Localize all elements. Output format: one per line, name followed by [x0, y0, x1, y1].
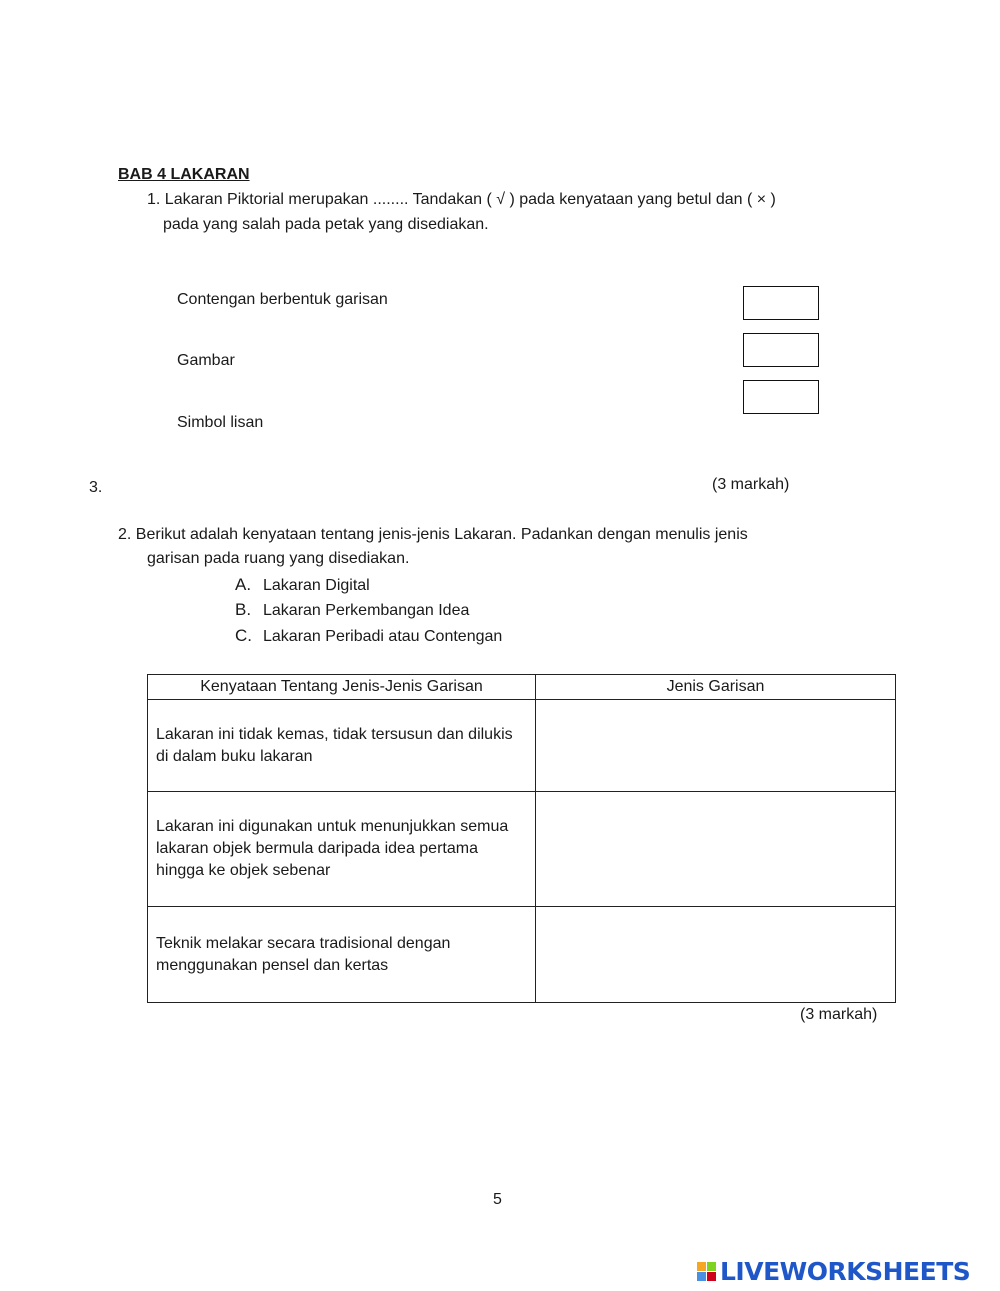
option-text: Lakaran Perkembangan Idea	[263, 602, 470, 619]
option-letter: A.	[235, 575, 252, 594]
q1-item-3-label: Simbol lisan	[177, 414, 264, 431]
q2-table	[147, 674, 896, 1003]
statement-cell	[148, 907, 536, 1003]
logo-block	[707, 1272, 716, 1281]
logo-block	[697, 1272, 706, 1281]
table-row	[148, 907, 896, 1003]
table-row	[148, 700, 896, 792]
table-header-answer: Jenis Garisan	[536, 675, 896, 700]
q1-marks: (3 markah)	[712, 476, 790, 493]
option-text: Lakaran Digital	[263, 577, 370, 594]
table-header-row	[148, 675, 896, 700]
statement-cell	[148, 792, 536, 907]
statement-line: di dalam buku lakaran	[156, 747, 313, 765]
answer-cell-2[interactable]	[536, 792, 896, 907]
q2-marks: (3 markah)	[800, 1006, 878, 1023]
section-heading: BAB 4 LAKARAN	[118, 166, 250, 183]
logo-block	[697, 1262, 706, 1271]
option-letter: C.	[235, 626, 252, 645]
q2-option-c	[235, 626, 502, 647]
q1-item-1-label: Contengan berbentuk garisan	[177, 291, 388, 308]
statement-line: Teknik melakar secara tradisional dengan	[156, 934, 451, 952]
table-row	[148, 792, 896, 907]
q1-answer-box-3[interactable]	[743, 380, 819, 414]
statement-cell	[148, 700, 536, 792]
table-header-statement: Kenyataan Tentang Jenis-Jenis Garisan	[148, 675, 536, 700]
q2-option-b	[235, 600, 469, 621]
q2-option-a	[235, 575, 370, 596]
statement-line: Lakaran ini tidak kemas, tidak tersusun dan dilukis	[156, 725, 513, 743]
statement-line: menggunakan pensel dan kertas	[156, 956, 389, 974]
statement-line: lakaran objek bermula daripada idea pertama	[156, 840, 478, 857]
q2-instruction-line1: 2. Berikut adalah kenyataan tentang jenis-jenis Lakaran. Padankan dengan menulis jenis	[118, 526, 748, 543]
statement-line: hingga ke objek sebenar	[156, 862, 331, 879]
liveworksheets-logo[interactable]	[697, 1256, 970, 1286]
option-letter: B.	[235, 600, 252, 619]
logo-text: LIVEWORKSHEETS	[720, 1256, 971, 1286]
q1-instruction-line2: pada yang salah pada petak yang disediakan.	[163, 216, 489, 233]
q1-item-2-label: Gambar	[177, 352, 235, 369]
stray-number: 3.	[89, 479, 103, 496]
q1-answer-box-1[interactable]	[743, 286, 819, 320]
statement-line: Lakaran ini digunakan untuk menunjukkan semua	[156, 818, 509, 835]
logo-blocks-icon	[697, 1262, 716, 1281]
answer-cell-1[interactable]	[536, 700, 896, 792]
q2-instruction-line2: garisan pada ruang yang disediakan.	[147, 550, 410, 567]
q1-instruction-line1: 1. Lakaran Piktorial merupakan ........ Tandakan ( √ ) pada kenyataan yang betul dan ( × )	[147, 191, 776, 208]
option-text: Lakaran Peribadi atau Contengan	[263, 628, 503, 645]
logo-block	[707, 1262, 716, 1271]
page-number: 5	[493, 1191, 502, 1208]
q1-answer-box-2[interactable]	[743, 333, 819, 367]
answer-cell-3[interactable]	[536, 907, 896, 1003]
